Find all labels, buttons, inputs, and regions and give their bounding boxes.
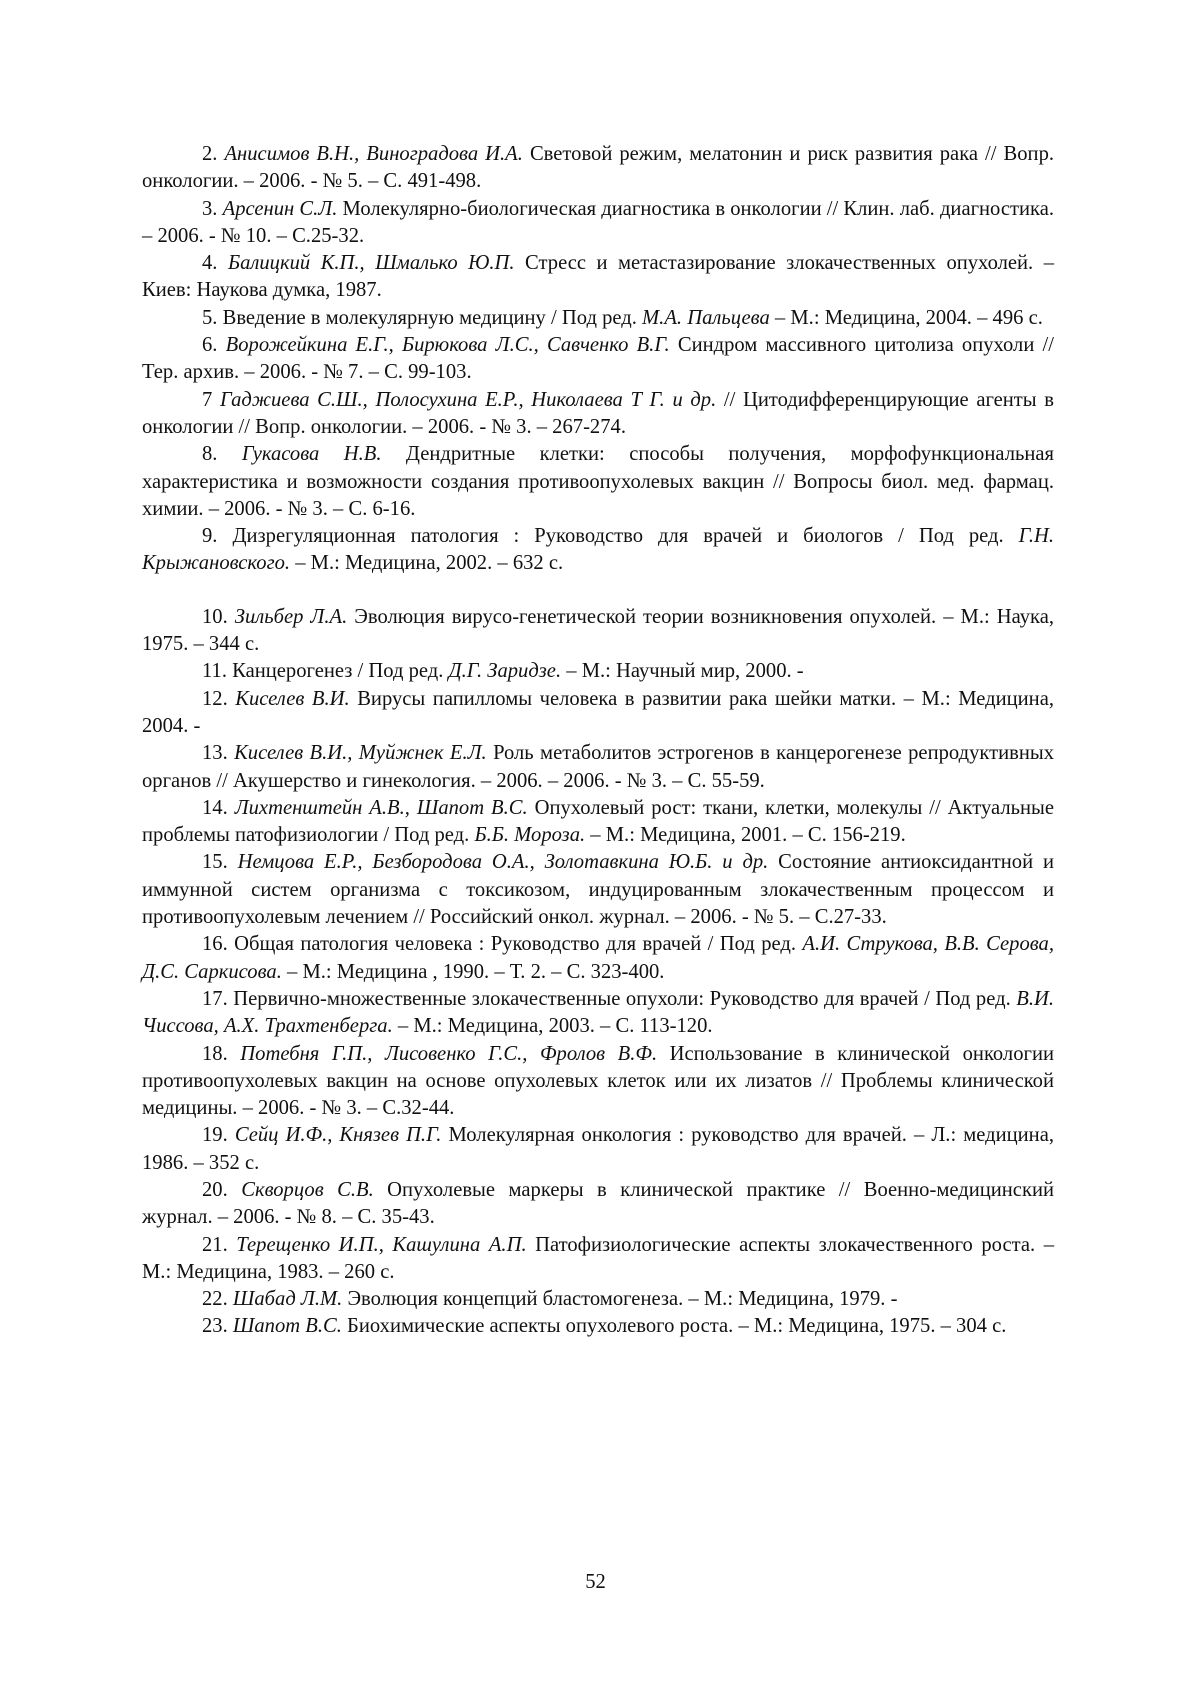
reference-number: 9. xyxy=(202,525,233,548)
reference-editors: В.И. Чиссова, А.Х. Трахтенберга. xyxy=(142,987,1055,1038)
reference-number: 11. xyxy=(202,660,233,683)
reference-item xyxy=(142,523,1054,578)
reference-item xyxy=(142,141,1054,196)
page-number: 52 xyxy=(585,1571,606,1593)
reference-item xyxy=(142,849,1054,931)
reference-item xyxy=(142,986,1054,1041)
reference-text: Введение в молекулярную медицину / Под ред. xyxy=(222,306,643,329)
reference-item xyxy=(142,387,1054,442)
reference-text: Использование в клинической онкологии противоопухолевых вакцин на основе опухолевых клеток или их лизатов // Проблемы клинической медицины. – 2006. - № 3. – С.32-44. xyxy=(142,1042,1054,1120)
reference-editors: А.И. Струкова, В.В. Серова, Д.С. Саркисова. xyxy=(142,933,1055,983)
reference-editors: Д.Г. Заридзе. xyxy=(448,660,562,683)
reference-number: 20. xyxy=(202,1178,242,1201)
reference-number: 16. xyxy=(202,933,235,956)
reference-item xyxy=(142,931,1054,986)
reference-item xyxy=(142,305,1054,332)
reference-authors: Ворожейкина Е.Г., Бирюкова Л.С., Савченко В.Г. xyxy=(225,334,670,357)
reference-authors: Балицкий К.П., Шмалько Ю.П. xyxy=(227,252,515,275)
reference-item xyxy=(142,196,1054,251)
reference-tail: – М.: Медицина, 2001. – С. 156-219. xyxy=(585,824,906,847)
reference-authors: Терещенко И.П., Кашулина А.П. xyxy=(236,1233,527,1256)
reference-number: 14. xyxy=(202,796,235,819)
reference-tail: – М.: Медицина, 2004. – 496 с. xyxy=(769,306,1043,329)
reference-text: Молекулярно-биологическая диагностика в онкологии // Клин. лаб. диагностика. – 2006. - № 10. – С.25-32. xyxy=(142,197,1055,247)
reference-number: 3. xyxy=(202,197,223,220)
reference-text: Эволюция концепций бластомогенеза. – М.: Медицина, 1979. - xyxy=(342,1288,898,1311)
reference-number: 19. xyxy=(202,1124,235,1147)
reference-text: Канцерогенез / Под ред. xyxy=(232,660,449,683)
reference-text: Эволюция вирусо-генетической теории возникновения опухолей. – М.: Наука, 1975. – 344 с. xyxy=(142,605,1054,656)
reference-text: Дендритные клетки: способы получения, морфофункциональная характеристика и возможности создания противоопухолевых вакцин // Вопросы биол. мед. фармац. химии. – 2006. - № 3. – С. 6-16. xyxy=(142,443,1054,520)
reference-tail: – М.: Научный мир, 2000. - xyxy=(561,660,804,683)
reference-text: Биохимические аспекты опухолевого роста. – М.: Медицина, 1975. – 304 с. xyxy=(341,1315,1007,1338)
reference-authors: Киселев В.И., Муйжнек Е.Л. xyxy=(234,742,487,765)
reference-item xyxy=(142,1286,1054,1313)
reference-authors: Шапот В.С. xyxy=(232,1315,342,1338)
reference-text: Вирусы папилломы человека в развитии рака шейки матки. – М.: Медицина, 2004. - xyxy=(142,687,1054,737)
reference-editors: Г.Н. Крыжановского. xyxy=(142,525,1055,575)
reference-authors: Потебня Г.П., Лисовенко Г.С., Фролов В.Ф. xyxy=(240,1042,658,1065)
reference-number: 23. xyxy=(202,1315,233,1338)
reference-authors: Лихтенштейн А.В., Шапот В.С. xyxy=(234,796,528,819)
reference-item xyxy=(142,1313,1054,1340)
reference-item xyxy=(142,1122,1054,1177)
reference-number: 22. xyxy=(202,1288,233,1311)
reference-item xyxy=(142,250,1054,305)
reference-number: 10. xyxy=(202,605,235,628)
reference-number: 4. xyxy=(202,252,228,275)
reference-item xyxy=(142,1232,1054,1287)
reference-item xyxy=(142,795,1054,850)
reference-number: 15. xyxy=(202,851,238,874)
reference-text: Стресс и метастазирование злокачественных опухолей. – Киев: Наукова думка, 1987. xyxy=(142,252,1054,302)
reference-editors: Б.Б. Мороза. xyxy=(474,824,586,847)
reference-number: 18. xyxy=(202,1042,241,1065)
reference-number: 12. xyxy=(202,687,236,710)
reference-text: // Цитодифференцирующие агенты в онкологии // Вопр. онкологии. – 2006. - № 3. – 267-274. xyxy=(142,388,1054,438)
reference-authors: Гукасова Н.В. xyxy=(241,443,382,466)
reference-item xyxy=(142,1041,1054,1123)
reference-item xyxy=(142,740,1054,795)
reference-number: 6. xyxy=(202,334,226,357)
reference-text: Дизрегуляционная патология : Руководство для врачей и биологов / Под ред. xyxy=(232,525,1019,548)
reference-text: Световой режим, мелатонин и риск развития рака // Вопр. онкологии. – 2006. - № 5. – С. 491-498. xyxy=(142,143,1055,193)
reference-number: 17. xyxy=(202,987,234,1010)
reference-number: 21. xyxy=(202,1233,237,1256)
reference-authors: Арсенин С.Л. xyxy=(222,197,338,220)
reference-text: Роль метаболитов эстрогенов в канцерогенезе репродуктивных органов // Акушерство и гинекология. – 2006. – 2006. - № 3. – С. 55-59. xyxy=(142,742,1055,792)
reference-authors: Шабад Л.М. xyxy=(232,1288,343,1311)
reference-authors: Зильбер Л.А. xyxy=(234,605,348,628)
reference-item xyxy=(142,441,1054,523)
reference-item xyxy=(142,658,1054,685)
reference-number: 8. xyxy=(202,443,242,466)
reference-text: Общая патология человека : Руководство для врачей / Под ред. xyxy=(234,933,803,956)
reference-authors: Немцова Е.Р., Безбородова О.А., Золотавкина Ю.Б. и др. xyxy=(237,851,769,874)
reference-authors: Скворцов С.В. xyxy=(241,1178,374,1201)
reference-authors: Киселев В.И. xyxy=(235,687,350,710)
reference-editors: М.А. Пальцева xyxy=(642,306,770,329)
reference-number: 13. xyxy=(202,742,235,765)
reference-authors: Анисимов В.Н., Виноградова И.А. xyxy=(224,143,523,165)
reference-tail: – М.: Медицина , 1990. – Т. 2. – С. 323-400. xyxy=(281,960,665,983)
reference-item xyxy=(142,1177,1054,1232)
reference-authors: Сейц И.Ф., Князев П.Г. xyxy=(234,1124,442,1147)
reference-authors: Гаджиева С.Ш., Полосухина Е.Р., Николаева Т Г. и др. xyxy=(219,388,717,411)
reference-text: Первично-множественные злокачественные опухоли: Руководство для врачей / Под ред. xyxy=(233,987,1017,1010)
reference-item xyxy=(142,686,1054,741)
reference-number: 2. xyxy=(202,143,225,165)
reference-text: Опухолевый рост: ткани, клетки, молекулы // Актуальные проблемы патофизиологии / Под ред. xyxy=(142,796,1055,847)
reference-number: 7 xyxy=(202,388,220,411)
reference-item xyxy=(142,332,1054,387)
reference-text: Патофизиологические аспекты злокачественного роста. – М.: Медицина, 1983. – 260 с. xyxy=(142,1233,1055,1283)
reference-text: Состояние антиоксидантной и иммунной систем организма с токсикозом, индуцированным злокачественным процессом и противоопухолевым лечением // Российский онкол. журнал. – 2006. - № 5. – С.27-33. xyxy=(142,851,1054,929)
reference-text: Опухолевые маркеры в клинической практике // Военно-медицинский журнал. – 2006. - № 8. – С. 35-43. xyxy=(142,1178,1054,1229)
reference-tail: – М.: Медицина, 2002. – 632 с. xyxy=(290,552,564,575)
reference-text: Синдром массивного цитолиза опухоли // Тер. архив. – 2006. - № 7. – С. 99-103. xyxy=(142,334,1054,384)
reference-tail: – М.: Медицина, 2003. – С. 113-120. xyxy=(392,1015,713,1038)
reference-number: 5. xyxy=(202,306,223,329)
reference-item xyxy=(142,604,1054,659)
reference-text: Молекулярная онкология : руководство для врачей. – Л.: медицина, 1986. – 352 с. xyxy=(142,1124,1054,1174)
reference-list xyxy=(142,141,1054,1341)
